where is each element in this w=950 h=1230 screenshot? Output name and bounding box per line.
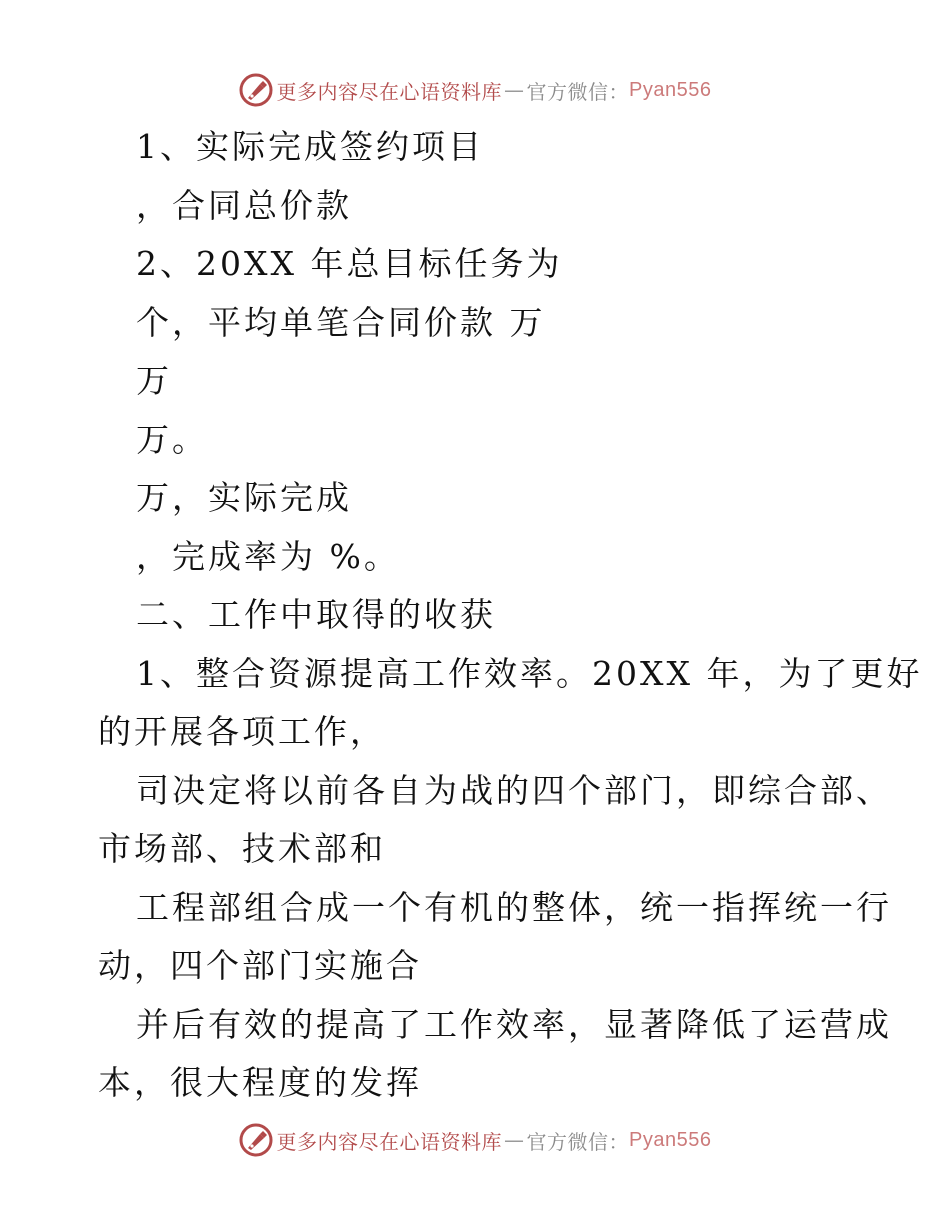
text-line: 1、实际完成签约项目	[136, 127, 484, 166]
text-line: 司决定将以前各自为战的四个部门，即综合部、	[136, 770, 892, 810]
footer-watermark	[0, 1120, 950, 1160]
watermark-wechat-id: Pyan556	[629, 78, 712, 101]
text-line: ，完成率为 %。	[136, 536, 400, 576]
watermark-separator: —	[504, 78, 525, 102]
text-line: 动，四个部门实施合	[98, 946, 422, 985]
text-line: 2、20XX 年总目标任务为	[136, 244, 563, 283]
header-watermark	[0, 70, 950, 110]
watermark-separator: —	[504, 1128, 525, 1152]
text-line: 万	[136, 361, 172, 400]
watermark-text: 更多内容尽在心语资料库	[276, 79, 503, 104]
document-body	[98, 118, 923, 1113]
text-line: 的开展各项工作，	[98, 712, 386, 751]
pen-nib-logo-icon	[239, 1123, 273, 1157]
text-line: 并后有效的提高了工作效率，显著降低了运营成	[136, 1004, 892, 1044]
pen-nib-logo-icon	[239, 73, 273, 107]
watermark-text: 更多内容尽在心语资料库	[276, 1129, 503, 1154]
text-line: 1、整合资源提高工作效率。20XX 年，为了更好	[136, 653, 923, 693]
text-line: 个，平均单笔合同价款 万	[136, 302, 546, 342]
text-line: 万，实际完成	[136, 478, 352, 517]
watermark-wechat-id: Pyan556	[629, 1128, 712, 1151]
watermark-wechat-label: 官方微信：	[526, 79, 630, 104]
text-line: ，合同总价款	[136, 185, 352, 225]
section-heading: 二、工作中取得的收获	[136, 595, 496, 634]
text-line: 万。	[136, 419, 208, 459]
text-line: 本，很大程度的发挥	[98, 1063, 422, 1102]
text-line: 工程部组合成一个有机的整体，统一指挥统一行	[136, 887, 892, 927]
watermark-wechat-label: 官方微信：	[526, 1129, 630, 1154]
text-line: 市场部、技术部和	[98, 829, 386, 868]
